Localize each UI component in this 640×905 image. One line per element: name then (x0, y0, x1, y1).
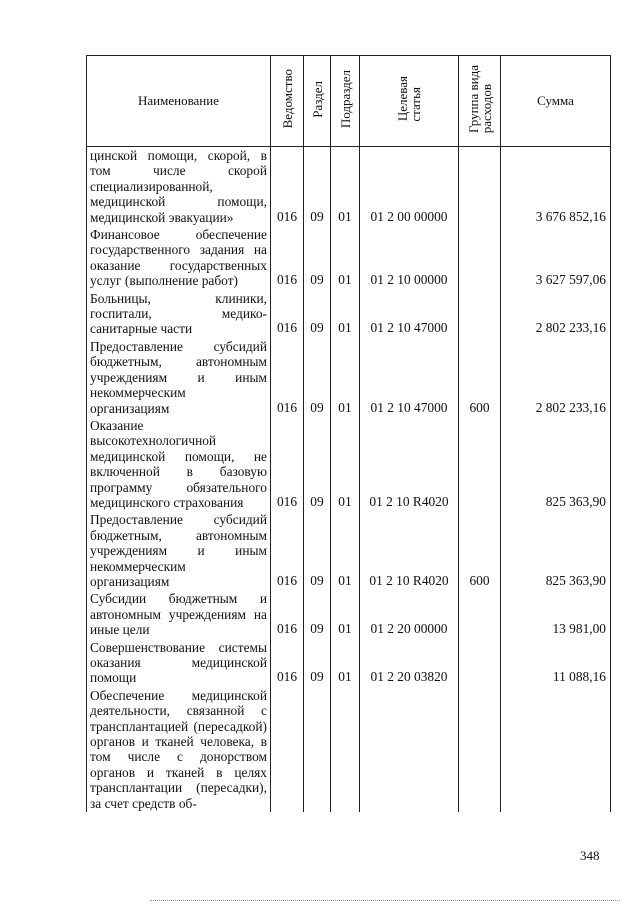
row-article: 01 2 20 00000 (360, 590, 459, 638)
table-row (87, 511, 611, 590)
row-article: 01 2 00 00000 (360, 147, 459, 227)
table-row (87, 290, 611, 338)
table-row (87, 687, 611, 812)
row-ved: 016 (271, 511, 304, 590)
row-razdel: 09 (304, 417, 331, 511)
table-row (87, 639, 611, 687)
row-name: Обеспечение медицинской деятельности, связанной с трансплантацией (пересадкой) органов и тканей человека, в том числе с донорством органов и тканей в целях трансплантации (пересадки), за счет средств об- (87, 687, 271, 812)
row-name: Больницы, клиники, госпитали, медико-санитарные части (87, 290, 271, 338)
header-vedomstvo: Ведомство (271, 56, 304, 147)
row-group (459, 590, 501, 638)
row-sum: 13 981,00 (501, 590, 611, 638)
row-sum: 3 676 852,16 (501, 147, 611, 227)
row-razdel: 09 (304, 511, 331, 590)
row-article: 01 2 10 47000 (360, 338, 459, 417)
row-group: 600 (459, 338, 501, 417)
row-group (459, 290, 501, 338)
row-razdel: 09 (304, 639, 331, 687)
row-group (459, 417, 501, 511)
row-article: 01 2 10 47000 (360, 290, 459, 338)
table-row (87, 226, 611, 290)
row-name: Предоставление субсидий бюджетным, автономным учреждениям и иным некоммерческим организациям (87, 338, 271, 417)
row-ved: 016 (271, 590, 304, 638)
row-name: Финансовое обеспечение государственного задания на оказание государственных услуг (выполнение работ) (87, 226, 271, 290)
row-podrazdel: 01 (331, 417, 360, 511)
page-number: 348 (580, 848, 600, 863)
row-name: Субсидии бюджетным и автономным учреждениям на иные цели (87, 590, 271, 638)
row-sum: 825 363,90 (501, 417, 611, 511)
row-article: 01 2 10 R4020 (360, 417, 459, 511)
header-expense-group: Группа видарасходов (459, 56, 501, 147)
row-article: 01 2 10 00000 (360, 226, 459, 290)
header-podrazdel: Подраздел (331, 56, 360, 147)
header-target-article: Целеваястатья (360, 56, 459, 147)
row-group (459, 639, 501, 687)
row-group (459, 687, 501, 812)
row-podrazdel: 01 (331, 147, 360, 227)
row-sum: 3 627 597,06 (501, 226, 611, 290)
table-row (87, 147, 611, 227)
row-sum (501, 687, 611, 812)
table-row (87, 417, 611, 511)
row-podrazdel (331, 687, 360, 812)
row-sum: 2 802 233,16 (501, 290, 611, 338)
row-ved: 016 (271, 147, 304, 227)
row-sum: 11 088,16 (501, 639, 611, 687)
row-ved: 016 (271, 639, 304, 687)
row-article (360, 687, 459, 812)
table-row (87, 590, 611, 638)
row-group: 600 (459, 511, 501, 590)
row-name: Оказание высокотехнологичной медицинской помощи, не включенной в базовую программу обязательного медицинского страхования (87, 417, 271, 511)
budget-table (86, 55, 611, 812)
row-podrazdel: 01 (331, 290, 360, 338)
row-razdel: 09 (304, 590, 331, 638)
row-ved: 016 (271, 417, 304, 511)
row-razdel: 09 (304, 147, 331, 227)
row-sum: 825 363,90 (501, 511, 611, 590)
row-podrazdel: 01 (331, 338, 360, 417)
header-sum: Сумма (501, 56, 611, 147)
row-name: Совершенствование системы оказания медицинской помощи (87, 639, 271, 687)
row-razdel: 09 (304, 226, 331, 290)
table-row (87, 338, 611, 417)
row-podrazdel: 01 (331, 639, 360, 687)
row-ved: 016 (271, 226, 304, 290)
header-name: Наименование (87, 56, 271, 147)
row-razdel: 09 (304, 290, 331, 338)
row-group (459, 226, 501, 290)
row-podrazdel: 01 (331, 226, 360, 290)
row-ved: 016 (271, 338, 304, 417)
row-razdel: 09 (304, 338, 331, 417)
page-bottom-divider (150, 900, 620, 901)
row-ved: 016 (271, 290, 304, 338)
row-ved (271, 687, 304, 812)
row-article: 01 2 20 03820 (360, 639, 459, 687)
row-group (459, 147, 501, 227)
header-razdel: Раздел (304, 56, 331, 147)
table-header-row (87, 56, 611, 147)
row-podrazdel: 01 (331, 511, 360, 590)
row-sum: 2 802 233,16 (501, 338, 611, 417)
row-podrazdel: 01 (331, 590, 360, 638)
row-name: цинской помощи, скорой, в том числе скорой специализированной, медицинской помощи, медицинской эвакуации» (87, 147, 271, 227)
row-razdel (304, 687, 331, 812)
row-name: Предоставление субсидий бюджетным, автономным учреждениям и иным некоммерческим организациям (87, 511, 271, 590)
row-article: 01 2 10 R4020 (360, 511, 459, 590)
